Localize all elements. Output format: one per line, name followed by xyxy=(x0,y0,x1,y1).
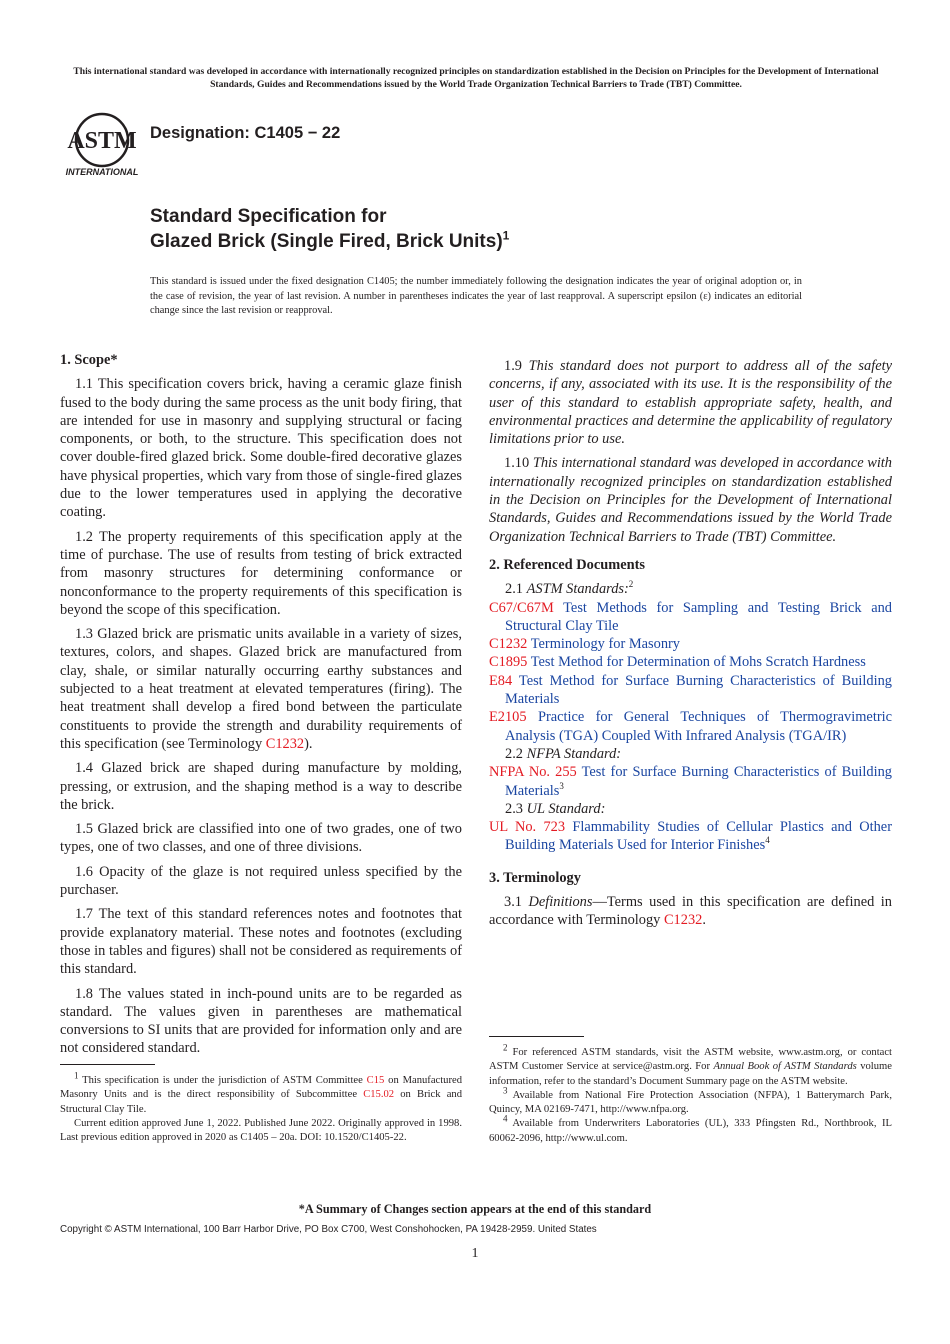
footnote-1-edition: Current edition approved June 1, 2022. Published June 2022. Originally approved in 1998. Last previous edition approved in 2020 as C1405 – 20a. DOI: 10.1520/C1405-22. xyxy=(60,1117,462,1144)
para-1-10 xyxy=(489,454,892,545)
para-1-3-text: 1.3 Glazed brick are prismatic units available in a variety of sizes, textures, colors, and shapes. Glazed brick are manufactured from clay, shale, or similar naturally occurring earthy substances and subjected to a heat treatment at elevated temperatures (firing). The heat treatment shall develop a fired bond between the particulate constituents to provide the strength and durability requirements of this specification (see Terminology xyxy=(60,626,462,752)
fn1-text-a: This specification is under the jurisdiction of ASTM Committee xyxy=(78,1075,367,1086)
ul-standard-label xyxy=(489,800,892,818)
ref-title: Test Method for Determination of Mohs Scratch Hardness xyxy=(530,654,866,671)
logo-text: INTERNATIONAL xyxy=(65,167,139,177)
fn2-text-a: For referenced ASTM standards, visit the ASTM website, www.astm.org, or contact ASTM Customer Service at service@astm.org. For xyxy=(489,1047,892,1073)
footnote-rule-right xyxy=(489,1036,584,1037)
copyright: Copyright © ASTM International, 100 Barr Harbor Drive, PO Box C700, West Conshohocken, PA 19428-2959. United States xyxy=(60,1224,597,1235)
fn3-text: Available from National Fire Protection Association (NFPA), 1 Batterymarch Park, Quincy, MA 02169-7471, http://www.nfpa.org. xyxy=(489,1089,892,1116)
para-1-10-text: This international standard was developed in accordance with internationally recognized principles on standardization established in the Decision on Principles for the Development of International Standards, Guides and Recommendations issued by the World Trade Organization Technical Barriers to Trade (TBT) Committee. xyxy=(489,455,893,545)
link-c1232[interactable]: C1232 xyxy=(265,735,305,752)
para-1-9-text: This standard does not purport to address all of the safety concerns, if any, associated with its use. It is the responsibility of the user of this standard to establish appropriate safety, health, and environmental practices and determine the applicability of regulatory limitations prior to use. xyxy=(489,358,892,448)
fn4-sup: 4 xyxy=(503,1113,508,1124)
reference-item[interactable] xyxy=(489,635,892,653)
nfpa-standard-label xyxy=(489,745,892,763)
para-1-8: 1.8 The values stated in inch-pound units are to be regarded as standard. The values given in parentheses are mathematical conversions to SI units that are provided for information only and are not considered standard. xyxy=(60,985,462,1057)
fn1-text-b: on Manufactured Masonry Units and is the direct responsibility of Subcommittee xyxy=(60,1075,462,1101)
summary-of-changes-note: *A Summary of Changes section appears at the end of this standard xyxy=(298,1202,652,1216)
link-c15-02[interactable]: C15.02 xyxy=(363,1089,395,1101)
ref-title: Terminology for Masonry xyxy=(530,636,681,653)
ref-code: E2105 xyxy=(489,709,527,726)
ref-title: Test for Surface Burning Characteristics of Building Materials xyxy=(505,764,892,799)
fn3-sup: 3 xyxy=(503,1085,508,1096)
ref-sup: 3 xyxy=(559,780,564,791)
fn1-sup: 1 xyxy=(74,1070,79,1081)
ref-code: C1232 xyxy=(489,636,528,653)
para-3-1-end: . xyxy=(702,912,706,929)
footnote-1 xyxy=(60,1070,462,1117)
title-footnote-ref: 1 xyxy=(502,228,510,243)
reference-ul-723[interactable] xyxy=(489,818,892,855)
para-1-1: 1.1 This specification covers brick, having a ceramic glaze finish fused to the body during the same process as the unit body firing, that are intended for use in masonry and supplying structural or facing components, or both, to the structure. This specification does not cover double-fired glazed brick. Some double-fired decorative glazes have physical properties, which vary from those of single-fired glazes due to the lower temperatures used in applying the decorative coating. xyxy=(60,376,463,521)
section-3-heading: 3. Terminology xyxy=(489,869,581,886)
ref-code: C67/C67M xyxy=(489,599,554,616)
ref-sup: 4 xyxy=(765,835,770,846)
ref-code: NFPA No. 255 xyxy=(489,764,577,781)
footnote-4 xyxy=(489,1113,892,1146)
reference-item[interactable] xyxy=(489,672,892,709)
issue-note: This standard is issued under the fixed designation C1405; the number immediately following the designation indicates the year of original adoption or, in the case of revision, the year of last revision. A number in parentheses indicates the year of last reapproval. A superscript epsilon (ε) indicates an editorial change since the last revision or reapproval. xyxy=(150,276,802,316)
fn2-italic: Annual Book of ASTM Standards xyxy=(713,1061,857,1073)
para-1-2: 1.2 The property requirements of this specification apply at the time of purchase. The use of results from testing of brick extracted from masonry structures for determining conformance or nonconformance to the property requirements of this specification is beyond the scope of this specification. xyxy=(60,528,462,618)
astm-label-sup: 2 xyxy=(628,579,634,590)
fn2-text-b: volume information, refer to the standard’s Document Summary page on the ASTM website. xyxy=(489,1061,892,1087)
para-1-10-num: 1.10 xyxy=(504,455,533,472)
para-1-9-num: 1.9 xyxy=(504,358,529,374)
ref-title: Test Method for Surface Burning Characteristics of Building Materials xyxy=(505,672,892,708)
para-1-4: 1.4 Glazed brick are shaped during manufacture by molding, pressing, or extrusion, and the shaping method is a way to describe the brick. xyxy=(60,760,462,813)
footnote-2 xyxy=(489,1042,892,1089)
top-note: This international standard was developed in accordance with internationally recognized principles on standardization established in the Decision on Principles for the Development of International Standards, Guides and Recommendations issued by the World Trade Organization Technical Barriers to Trade (TBT) Committee. xyxy=(73,66,879,90)
ul-label-num: 2.3 xyxy=(505,800,527,817)
astm-standards-label xyxy=(489,580,892,598)
ref-title: Practice for General Techniques of Thermogravimetric Analysis (TGA) Coupled With Infrared Analysis (TGA/IR) xyxy=(505,709,892,744)
para-1-3 xyxy=(60,625,462,753)
reference-nfpa-255[interactable] xyxy=(489,763,892,800)
section-1-heading: 1. Scope* xyxy=(60,352,118,368)
para-1-3-end: ). xyxy=(304,735,313,752)
designation: Designation: C1405 − 22 xyxy=(150,124,341,142)
para-3-1-text: —Terms used in this specification are defined in accordance with Terminology xyxy=(489,894,892,929)
title-line1: Standard Specification for xyxy=(150,206,387,227)
reference-item[interactable] xyxy=(489,599,892,636)
fn1-text-c: on Brick and Structural Clay Tile. xyxy=(60,1089,462,1115)
footnotes-right xyxy=(489,1042,892,1146)
link-c1232-terminology[interactable]: C1232 xyxy=(663,912,703,929)
ref-code: UL No. 723 xyxy=(489,819,566,836)
astm-label-text: ASTM Standards: xyxy=(526,581,629,598)
section-2-heading: 2. Referenced Documents xyxy=(489,556,645,573)
para-3-1 xyxy=(489,893,892,930)
reference-item[interactable] xyxy=(489,653,892,671)
para-1-9 xyxy=(489,357,892,448)
para-3-1-term: Definitions xyxy=(528,894,593,911)
footnote-3 xyxy=(489,1085,892,1118)
astm-reference-list xyxy=(489,599,892,745)
astm-label-num: 2.1 xyxy=(505,581,527,598)
nfpa-label-num: 2.2 xyxy=(505,745,527,762)
astm-logo xyxy=(62,110,142,178)
ref-code: E84 xyxy=(489,672,513,689)
fn2-sup: 2 xyxy=(503,1042,508,1053)
ref-title: Flammability Studies of Cellular Plastics and Other Building Materials Used for Interior Finishes xyxy=(505,819,892,854)
ref-code: C1895 xyxy=(489,654,528,671)
footnotes-left xyxy=(60,1070,462,1145)
logo-letters: ASTM xyxy=(67,128,137,154)
left-column xyxy=(60,351,462,1064)
ul-label-text: UL Standard: xyxy=(526,800,606,817)
para-1-5: 1.5 Glazed brick are classified into one of two grades, one of two types, one of two classes, and one of three divisions. xyxy=(60,821,462,856)
footnote-rule-left xyxy=(60,1064,155,1065)
page-title xyxy=(150,204,509,254)
page-number: 1 xyxy=(471,1246,479,1261)
right-column xyxy=(489,351,892,936)
nfpa-label-text: NFPA Standard: xyxy=(526,745,622,762)
fn4-text: Available from Underwriters Laboratories (UL), 333 Pfingsten Rd., Northbrook, IL 60062-2096, http://www.ul.com. xyxy=(489,1118,892,1144)
reference-item[interactable] xyxy=(489,708,892,745)
ref-title: Test Methods for Sampling and Testing Brick and Structural Clay Tile xyxy=(505,599,892,634)
para-1-6: 1.6 Opacity of the glaze is not required unless specified by the purchaser. xyxy=(60,863,462,899)
para-3-1-num: 3.1 xyxy=(504,894,529,911)
title-line2: Glazed Brick (Single Fired, Brick Units) xyxy=(150,231,503,252)
para-1-7: 1.7 The text of this standard references notes and footnotes that provide explanatory material. These notes and footnotes (excluding those in tables and figures) shall not be considered as requirements of this standard. xyxy=(60,906,462,978)
link-c15[interactable]: C15 xyxy=(366,1075,385,1086)
